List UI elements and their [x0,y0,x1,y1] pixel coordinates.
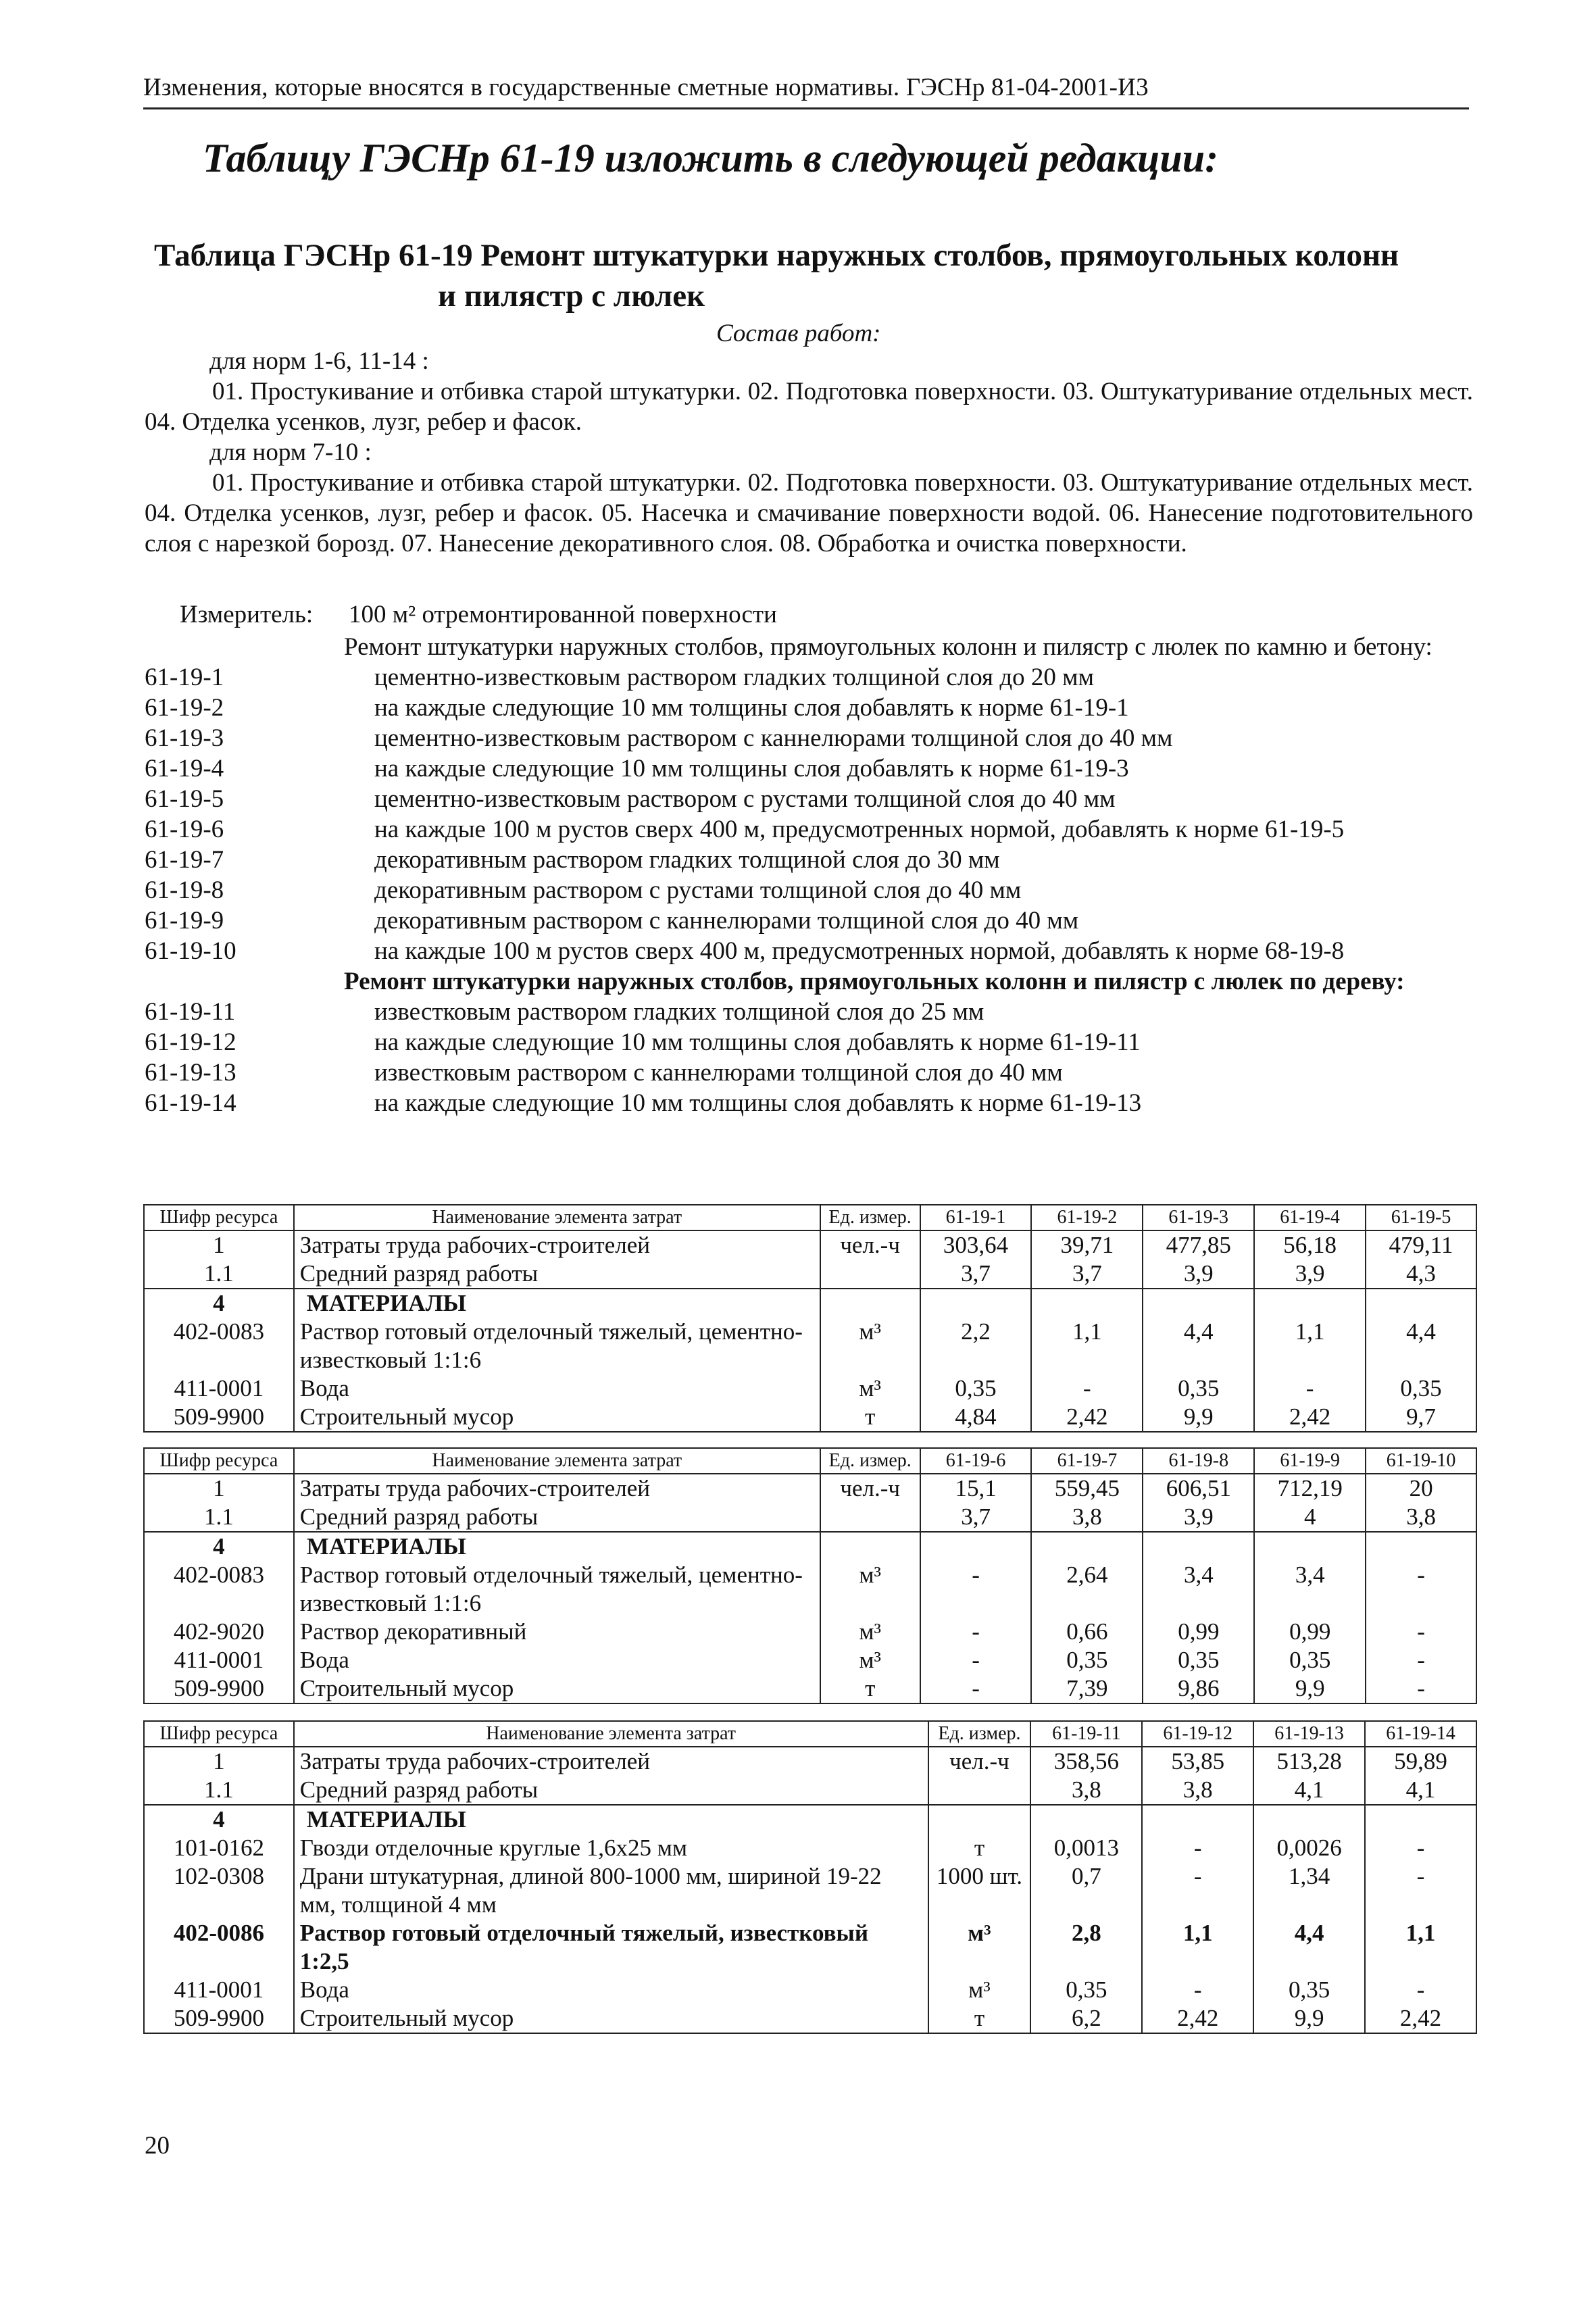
measurer [180,600,777,629]
norm-row: 61-19-7 декоративным раствором гладких толщиной слоя до 30 мм [145,846,1000,874]
table-row: 402-0086 Раствор готовый отделочный тяжелый, известковый 1:2,5 м³ 2,8 1,1 4,4 1,1 [144,1919,1476,1976]
table-row: 509-9900 Строительный мусор т - 7,39 9,86 9,9 - [144,1674,1476,1703]
resource-table-1 [143,1204,1477,1433]
table-row: 411-0001 Вода м³ 0,35 - 0,35 - 0,35 [144,1374,1476,1403]
norm-row: 61-19-13 известковым раствором с каннелюрами толщиной слоя до 40 мм [145,1059,1063,1087]
norms-b-text: 01. Простукивание и отбивка старой штукатурки. 02. Подготовка поверхности. 03. Оштукатуривание отдельных мест. 04. Отделка усенков, лузг, ребер и фасок. 05. Насечка и смачивание поверхности водой. 06. Нанесение подготовительного слоя с нарезкой борозд. 07. Нанесение декоративного слоя. 08. Обработка и очистка поверхности. [145,469,1473,557]
norms-a-label: для норм 1-6, 11-14 : [209,347,429,375]
norm-row: 61-19-10 на каждые 100 м рустов сверх 400 м, предусмотренных нормой, добавлять к норме 68-19-8 [145,937,1345,965]
resource-table-2 [143,1447,1477,1704]
table-title-line-1: Таблица ГЭСНр 61-19 Ремонт штукатурки наружных столбов, прямоугольных колонн [154,238,1399,273]
main-title: Таблицу ГЭСНр 61-19 изложить в следующей редакции: [203,136,1219,180]
table-row: 102-0308 Драни штукатурная, длиной 800-1000 мм, шириной 19-22 мм, толщиной 4 мм 1000 шт. 0,7 - 1,34 - [144,1862,1476,1919]
table-row: 1.1 Средний разряд работы 3,7 3,8 3,9 4 3,8 [144,1503,1476,1532]
table-row: 1 Затраты труда рабочих-строителей чел.-ч 15,1 559,45 606,51 712,19 20 [144,1474,1476,1503]
table-row: 1 Затраты труда рабочих-строителей чел.-ч 303,64 39,71 477,85 56,18 479,11 [144,1230,1476,1260]
norm-row: 61-19-5 цементно-известковым раствором с рустами толщиной слоя до 40 мм [145,785,1116,813]
table-title-line-2: и пилястр с люлек [438,278,705,314]
composition-label: Состав работ: [716,320,881,347]
table-header-row: Шифр ресурса Наименование элемента затрат Ед. измер. 61-19-1 61-19-2 61-19-3 61-19-4 61-19-5 [144,1205,1476,1230]
norm-row: 61-19-12 на каждые следующие 10 мм толщины слоя добавлять к норме 61-19-11 [145,1028,1141,1056]
table-row: 509-9900 Строительный мусор т 6,2 2,42 9,9 2,42 [144,2004,1476,2033]
measurer-value: 100 м² отремонтированной поверхности [349,601,777,628]
resource-table-3 [143,1720,1477,2034]
norms-b-label: для норм 7-10 : [209,439,372,466]
norm-row: 61-19-9 декоративным раствором с каннелюрами толщиной слоя до 40 мм [145,907,1079,935]
table-row: 411-0001 Вода м³ 0,35 - 0,35 - [144,1976,1476,2004]
table-row: 1.1 Средний разряд работы 3,7 3,7 3,9 3,9 4,3 [144,1260,1476,1289]
norms-a-text: 01. Простукивание и отбивка старой штукатурки. 02. Подготовка поверхности. 03. Оштукатуривание отдельных мест. 04. Отделка усенков, лузг, ребер и фасок. [145,378,1473,436]
table-row: 4 МАТЕРИАЛЫ [144,1289,1476,1318]
norm-row: 61-19-4 на каждые следующие 10 мм толщины слоя добавлять к норме 61-19-3 [145,755,1129,782]
table-row: 4 МАТЕРИАЛЫ [144,1532,1476,1561]
table-row: 1.1 Средний разряд работы 3,8 3,8 4,1 4,1 [144,1776,1476,1805]
page-header: Изменения, которые вносятся в государственные сметные нормативы. ГЭСНр 81-04-2001-И3 [143,73,1469,109]
norm-row: 61-19-3 цементно-известковым раствором с каннелюрами толщиной слоя до 40 мм [145,724,1173,752]
norm-row: 61-19-14 на каждые следующие 10 мм толщины слоя добавлять к норме 61-19-13 [145,1089,1142,1117]
norm-row: 61-19-6 на каждые 100 м рустов сверх 400 м, предусмотренных нормой, добавлять к норме 61-19-5 [145,816,1345,843]
table-header-row: Шифр ресурса Наименование элемента затрат Ед. измер. 61-19-11 61-19-12 61-19-13 61-19-14 [144,1721,1476,1747]
page-number: 20 [145,2132,170,2160]
table-row: 4 МАТЕРИАЛЫ [144,1805,1476,1834]
group1-title: Ремонт штукатурки наружных столбов, прямоугольных колонн и пилястр с люлек по камню и бетону: [344,633,1432,661]
norm-row: 61-19-11 известковым раствором гладких толщиной слоя до 25 мм [145,998,984,1026]
work-composition [145,346,1473,559]
table-header-row: Шифр ресурса Наименование элемента затрат Ед. измер. 61-19-6 61-19-7 61-19-8 61-19-9 61-19-10 [144,1448,1476,1474]
group2-title: Ремонт штукатурки наружных столбов, прямоугольных колонн и пилястр с люлек по дереву: [344,968,1405,995]
table-row: 1 Затраты труда рабочих-строителей чел.-ч 358,56 53,85 513,28 59,89 [144,1747,1476,1776]
table-row: 402-0083 Раствор готовый отделочный тяжелый, цементно-известковый 1:1:6 м³ 2,2 1,1 4,4 1,1 4,4 [144,1318,1476,1374]
table-row: 402-9020 Раствор декоративный м³ - 0,66 0,99 0,99 - [144,1618,1476,1646]
table-row: 101-0162 Гвозди отделочные круглые 1,6х25 мм т 0,0013 - 0,0026 - [144,1834,1476,1862]
norm-row: 61-19-8 декоративным раствором с рустами толщиной слоя до 40 мм [145,876,1022,904]
norm-row: 61-19-2 на каждые следующие 10 мм толщины слоя добавлять к норме 61-19-1 [145,694,1129,722]
table-title [154,235,1492,316]
table-row: 402-0083 Раствор готовый отделочный тяжелый, цементно-известковый 1:1:6 м³ - 2,64 3,4 3,4 - [144,1561,1476,1618]
table-row: 509-9900 Строительный мусор т 4,84 2,42 9,9 2,42 9,7 [144,1403,1476,1432]
measurer-label: Измеритель: [180,601,314,628]
table-row: 411-0001 Вода м³ - 0,35 0,35 0,35 - [144,1646,1476,1674]
norm-row: 61-19-1 цементно-известковым раствором гладких толщиной слоя до 20 мм [145,664,1094,691]
norms-list [145,632,1473,1118]
